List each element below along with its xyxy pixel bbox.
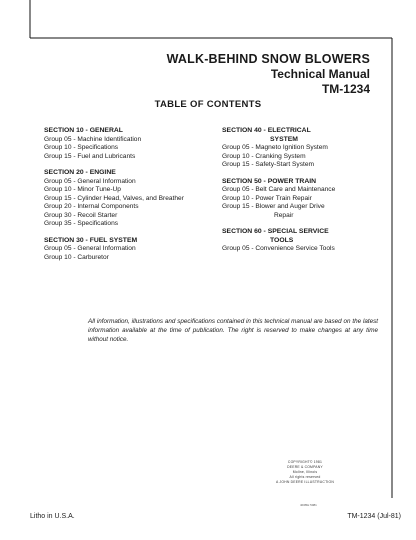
toc-item: Group 10 - Minor Tune-Up xyxy=(44,186,121,193)
copyright-line: All rights reserved xyxy=(289,475,321,479)
copyright-line: A JOHN DEERE ILLUSTRUCTION xyxy=(276,480,334,484)
toc-section xyxy=(44,127,214,161)
toc-section xyxy=(222,228,382,254)
section-title: SECTION 10 - GENERAL xyxy=(44,127,123,134)
toc-section xyxy=(222,178,382,221)
toc-item-text: Group 15 - Blower and Auger Drive xyxy=(222,203,325,210)
disclaimer-notice: All information, illustrations and specifications contained in this technical manual are based on the latest information available at the time of publication. The right is reserved to make changes at any time without notice. xyxy=(88,318,378,343)
section-title: SECTION 50 - POWER TRAIN xyxy=(222,177,317,185)
toc-left-column xyxy=(44,127,214,270)
toc-item: Group 10 - Power Train Repair xyxy=(222,194,312,202)
manual-subtitle: Technical Manual xyxy=(270,67,370,81)
toc-right-column xyxy=(222,127,382,262)
toc-item: Group 10 - Specifications xyxy=(44,144,119,151)
copyright-line: Moline, Illinois xyxy=(292,470,318,474)
toc-item: Group 05 - Convenience Service Tools xyxy=(222,245,335,252)
toc-item: Group 15 - Safety-Start System xyxy=(222,161,314,168)
section-title: SECTION 20 - ENGINE xyxy=(44,169,116,176)
toc-item: Group 10 - Cranking System xyxy=(222,152,306,160)
toc-item: Group 20 - Internal Components xyxy=(44,203,139,210)
toc-section xyxy=(44,169,214,229)
toc-item: Group 10 - Carburetor xyxy=(44,253,109,261)
copyright-line: COPYRIGHT© 1981 xyxy=(287,460,323,464)
section-title xyxy=(222,127,382,144)
toc-section xyxy=(44,237,214,263)
toc-item: Group 05 - General Information xyxy=(44,245,136,252)
toc-item: Group 05 - Belt Care and Maintenance xyxy=(222,186,336,193)
section-title xyxy=(222,228,382,245)
section-title-text: SECTION 40 - ELECTRICAL xyxy=(222,127,311,134)
toc-item: Group 35 - Specifications xyxy=(44,220,119,227)
toc-item: Group 05 - General Information xyxy=(44,177,136,185)
toc-item: Group 05 - Machine Identification xyxy=(44,135,142,143)
copyright-line: DEERE & COMPANY xyxy=(287,465,323,469)
print-code: 4D05H 5081 xyxy=(300,503,317,507)
footer-document-id: TM-1234 (Jul-81) xyxy=(347,513,401,520)
section-title-text: SECTION 60 - SPECIAL SERVICE xyxy=(222,228,329,235)
manual-number: TM-1234 xyxy=(321,82,370,96)
toc-item: Group 30 - Recoil Starter xyxy=(44,211,118,219)
section-title-continuation: SYSTEM xyxy=(270,135,298,143)
title-block xyxy=(167,52,370,97)
footer-printed-in: Litho in U.S.A. xyxy=(30,513,75,520)
section-title-continuation: TOOLS xyxy=(270,236,294,244)
toc-item xyxy=(222,203,382,220)
copyright-block xyxy=(262,460,348,485)
toc-item: Group 05 - Magneto Ignition System xyxy=(222,144,328,151)
toc-item-continuation: Repair xyxy=(274,211,294,219)
toc-heading: TABLE OF CONTENTS xyxy=(154,99,262,110)
toc-section xyxy=(222,127,382,170)
toc-item: Group 15 - Cylinder Head, Valves, and Breather xyxy=(44,194,184,202)
section-title: SECTION 30 - FUEL SYSTEM xyxy=(44,236,138,244)
toc-item: Group 15 - Fuel and Lubricants xyxy=(44,152,136,160)
manual-title: WALK-BEHIND SNOW BLOWERS xyxy=(166,52,370,66)
